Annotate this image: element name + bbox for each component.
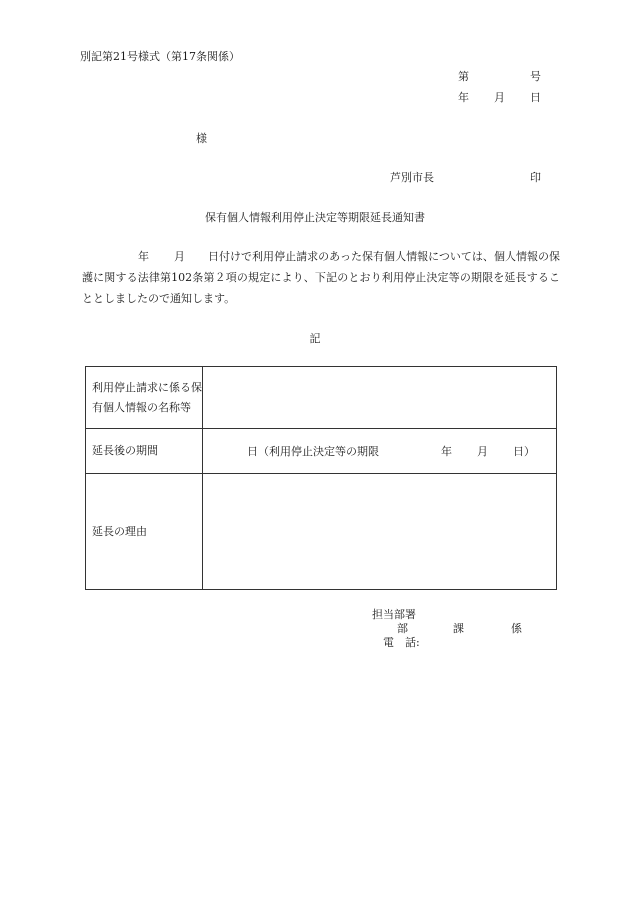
- date-year: 年: [458, 91, 469, 104]
- document-title: 保有個人情報利用停止決定等期限延長通知書: [205, 211, 425, 224]
- row1-label: 利用停止請求に係る保有個人情報の名称等: [86, 367, 203, 429]
- issuer-name: 芦別市長: [390, 171, 434, 184]
- contact-kakari: 係: [511, 622, 522, 635]
- body-month: 月: [174, 250, 185, 263]
- row1-value: [203, 367, 557, 429]
- row3-value: [203, 474, 557, 590]
- doc-number-dai: 第: [458, 70, 469, 83]
- table-row: [86, 429, 557, 474]
- contact-label: 担当部署: [372, 608, 416, 621]
- doc-number-go: 号: [530, 70, 541, 83]
- contact-bu: 部: [397, 622, 408, 635]
- row2-value: [203, 429, 557, 474]
- body-year: 年: [138, 250, 149, 263]
- addressee-suffix: 様: [196, 132, 207, 145]
- table-row: [86, 474, 557, 590]
- form-number: 別記第21号様式（第17条関係）: [80, 50, 240, 63]
- date-month: 月: [494, 91, 505, 104]
- contact-ka: 課: [453, 622, 464, 635]
- table-row: [86, 367, 557, 429]
- row3-label: 延長の理由: [86, 474, 203, 590]
- period-year: 年: [441, 445, 452, 458]
- date-day: 日: [530, 91, 541, 104]
- row2-label: 延長後の期間: [86, 429, 203, 474]
- body-paragraph: 日付けで利用停止請求のあった保有個人情報については、個人情報の保護に関する法律第102条第２項の規定により、下記のとおり利用停止決定等の期限を延長することとしましたので通知します。: [82, 250, 560, 305]
- info-table: [85, 366, 557, 590]
- ki-heading: 記: [309, 332, 321, 345]
- period-day-text: 日（利用停止決定等の期限: [247, 445, 379, 458]
- contact-phone: 電 話:: [383, 636, 420, 649]
- issuer-seal: 印: [530, 171, 541, 184]
- period-day: 日）: [513, 445, 535, 458]
- period-month: 月: [477, 445, 488, 458]
